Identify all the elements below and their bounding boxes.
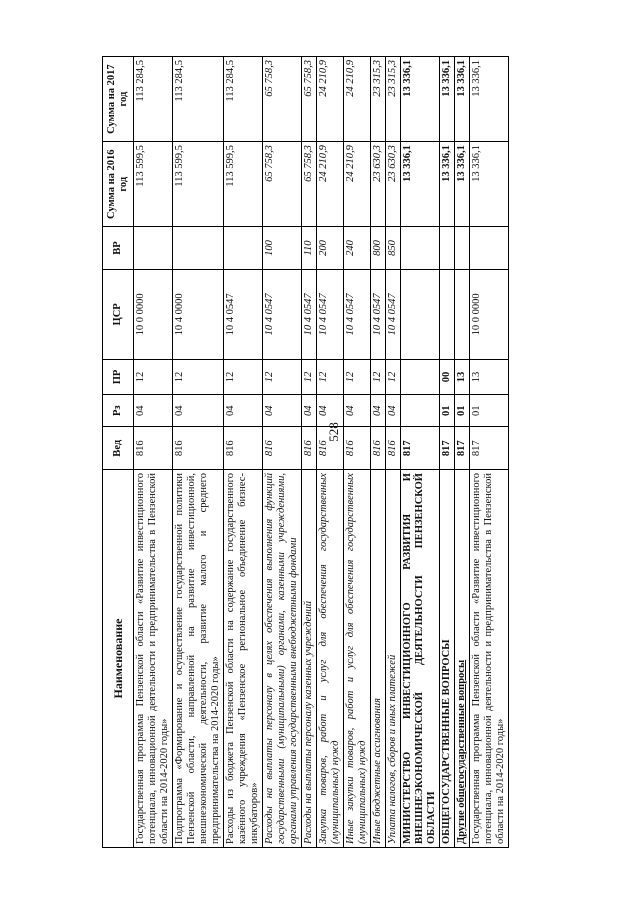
row-ved: 816 <box>134 427 173 470</box>
row-ved: 816 <box>173 427 224 470</box>
header-pr: ПР <box>103 359 134 394</box>
row-vr <box>440 227 455 270</box>
row-sum-2017: 113 284,5 <box>224 57 263 142</box>
row-name: Иные бюджетные ассигнования <box>371 470 386 848</box>
row-sum-2017: 65 758,3 <box>263 57 302 142</box>
row-csr: 10 4 0547 <box>224 269 263 359</box>
row-csr: 10 4 0547 <box>371 269 386 359</box>
row-rz: 04 <box>224 394 263 427</box>
row-sum-2017: 13 336,1 <box>470 57 509 142</box>
row-sum-2016: 13 336,1 <box>401 142 440 227</box>
row-sum-2017: 113 284,5 <box>173 57 224 142</box>
row-sum-2017: 23 315,3 <box>386 57 401 142</box>
row-sum-2017: 65 758,3 <box>302 57 317 142</box>
row-pr: 12 <box>224 359 263 394</box>
table-row <box>263 57 302 848</box>
row-vr <box>401 227 440 270</box>
header-csr: ЦСР <box>103 269 134 359</box>
row-csr <box>401 269 440 359</box>
row-sum-2016: 13 336,1 <box>470 142 509 227</box>
row-sum-2017: 113 284,5 <box>134 57 173 142</box>
row-name: Расходы на выплаты персоналу казенных учреждений <box>302 470 317 848</box>
table-row <box>440 57 455 848</box>
row-sum-2016: 113 599,5 <box>134 142 173 227</box>
row-vr <box>134 227 173 270</box>
row-sum-2016: 13 336,1 <box>455 142 470 227</box>
row-sum-2016: 23 630,3 <box>371 142 386 227</box>
row-pr: 12 <box>371 359 386 394</box>
table-row <box>224 57 263 848</box>
row-rz: 04 <box>263 394 302 427</box>
row-vr <box>470 227 509 270</box>
row-pr: 12 <box>173 359 224 394</box>
row-csr: 10 0 0000 <box>134 269 173 359</box>
row-name: Расходы на выплаты персоналу в целях обеспечения выполнения функций государственными (муниципальными) органами, казенными учреждениями, органами управления государственными внебюджетными фондами <box>263 470 302 848</box>
row-pr: 13 <box>455 359 470 394</box>
row-name: Государственная программа Пензенской области «Развитие инвестиционного потенциала, инновационной деятельности и предпринимательства в Пензенской области на 2014-2020 годы» <box>470 470 509 848</box>
row-ved: 817 <box>440 427 455 470</box>
row-rz: 04 <box>344 394 371 427</box>
row-rz: 01 <box>470 394 509 427</box>
row-name: Расходы из бюджета Пензенской области на содержание государственного казённого учреждения «Пензенское региональное объединение бизнес-инкубаторов» <box>224 470 263 848</box>
row-sum-2017: 24 210,9 <box>344 57 371 142</box>
rotated-table-container <box>102 56 548 848</box>
row-ved: 816 <box>386 427 401 470</box>
table-row <box>386 57 401 848</box>
rotated-table-area <box>102 56 548 848</box>
row-ved: 816 <box>371 427 386 470</box>
row-csr <box>440 269 455 359</box>
row-csr: 10 4 0000 <box>173 269 224 359</box>
row-sum-2017: 13 336,1 <box>401 57 440 142</box>
row-ved: 817 <box>401 427 440 470</box>
table-row <box>455 57 470 848</box>
row-name: Другие общегосударственные вопросы <box>455 470 470 848</box>
row-sum-2017: 23 315,3 <box>371 57 386 142</box>
row-name: МИНИСТЕРСТВО ИНВЕСТИЦИОННОГО РАЗВИТИЯ И ВНЕШНЕЭКОНОМИЧЕСКОЙ ДЕЯТЕЛЬНОСТИ ПЕНЗЕНСКОЙ ОБЛАСТИ <box>401 470 440 848</box>
row-pr: 12 <box>386 359 401 394</box>
row-pr: 12 <box>134 359 173 394</box>
row-sum-2017: 24 210,9 <box>317 57 344 142</box>
row-rz: 04 <box>134 394 173 427</box>
row-sum-2016: 24 210,9 <box>317 142 344 227</box>
row-pr <box>401 359 440 394</box>
row-sum-2016: 65 758,3 <box>263 142 302 227</box>
row-sum-2017: 13 336,1 <box>440 57 455 142</box>
table-header-row <box>103 57 134 848</box>
table-row <box>401 57 440 848</box>
row-rz: 04 <box>386 394 401 427</box>
row-name: Государственная программа Пензенской области «Развитие инвестиционного потенциала, инновационной деятельности и предпринимательства в Пензенской области на 2014-2020 годы» <box>134 470 173 848</box>
row-csr: 10 4 0547 <box>317 269 344 359</box>
row-ved: 817 <box>455 427 470 470</box>
row-name: ОБЩЕГОСУДАРСТВЕННЫЕ ВОПРОСЫ <box>440 470 455 848</box>
row-vr <box>224 227 263 270</box>
row-vr: 100 <box>263 227 302 270</box>
row-ved: 816 <box>224 427 263 470</box>
row-csr: 10 4 0547 <box>263 269 302 359</box>
table-row <box>470 57 509 848</box>
row-ved: 816 <box>302 427 317 470</box>
row-rz <box>401 394 440 427</box>
row-vr: 800 <box>371 227 386 270</box>
row-sum-2016: 113 599,5 <box>173 142 224 227</box>
row-sum-2016: 23 630,3 <box>386 142 401 227</box>
page-number: 528 <box>326 422 341 442</box>
budget-table <box>102 56 509 848</box>
row-sum-2016: 65 758,3 <box>302 142 317 227</box>
header-name: Наименование <box>103 470 134 848</box>
row-csr <box>455 269 470 359</box>
row-ved: 817 <box>470 427 509 470</box>
row-name: Подпрограмма «Формирование и осуществление государственной политики Пензенской области, направленной на развитие инвестиционной, внешнеэкономической деятельности, развитие малого и среднего предпринимательства на 2014-2020 годы» <box>173 470 224 848</box>
row-pr: 12 <box>263 359 302 394</box>
row-csr: 10 4 0547 <box>344 269 371 359</box>
row-ved: 816 <box>263 427 302 470</box>
row-vr <box>455 227 470 270</box>
row-rz: 04 <box>302 394 317 427</box>
row-ved: 816 <box>344 427 371 470</box>
row-sum-2017: 13 336,1 <box>455 57 470 142</box>
row-rz: 04 <box>317 394 344 427</box>
row-vr: 200 <box>317 227 344 270</box>
row-pr: 12 <box>302 359 317 394</box>
row-sum-2016: 13 336,1 <box>440 142 455 227</box>
row-sum-2016: 113 599,5 <box>224 142 263 227</box>
row-vr: 850 <box>386 227 401 270</box>
row-vr: 240 <box>344 227 371 270</box>
header-rz: Рз <box>103 394 134 427</box>
table-row <box>317 57 344 848</box>
row-csr: 10 4 0547 <box>302 269 317 359</box>
row-rz: 01 <box>455 394 470 427</box>
header-vr: ВР <box>103 227 134 270</box>
row-csr: 10 4 0547 <box>386 269 401 359</box>
table-row <box>173 57 224 848</box>
row-sum-2016: 24 210,9 <box>344 142 371 227</box>
table-row <box>371 57 386 848</box>
row-rz: 01 <box>440 394 455 427</box>
row-pr: 12 <box>317 359 344 394</box>
row-pr: 12 <box>344 359 371 394</box>
row-rz: 04 <box>371 394 386 427</box>
row-name: Закупка товаров, работ и услуг для обеспечения государственных (муниципальных) нужд <box>317 470 344 848</box>
row-csr: 10 0 0000 <box>470 269 509 359</box>
row-pr: 00 <box>440 359 455 394</box>
header-sum-2016: Сумма на 2016 год <box>103 142 134 227</box>
header-sum-2017: Сумма на 2017 год <box>103 57 134 142</box>
row-vr <box>173 227 224 270</box>
row-ved: 816 <box>317 427 344 470</box>
table-row <box>302 57 317 848</box>
row-rz: 04 <box>173 394 224 427</box>
row-vr: 110 <box>302 227 317 270</box>
table-row <box>134 57 173 848</box>
row-name: Уплата налогов, сборов и иных платежей <box>386 470 401 848</box>
header-ved: Вед <box>103 427 134 470</box>
row-name: Иные закупки товаров, работ и услуг для обеспечения государственных (муниципальных) нужд <box>344 470 371 848</box>
row-pr: 13 <box>470 359 509 394</box>
table-row <box>344 57 371 848</box>
